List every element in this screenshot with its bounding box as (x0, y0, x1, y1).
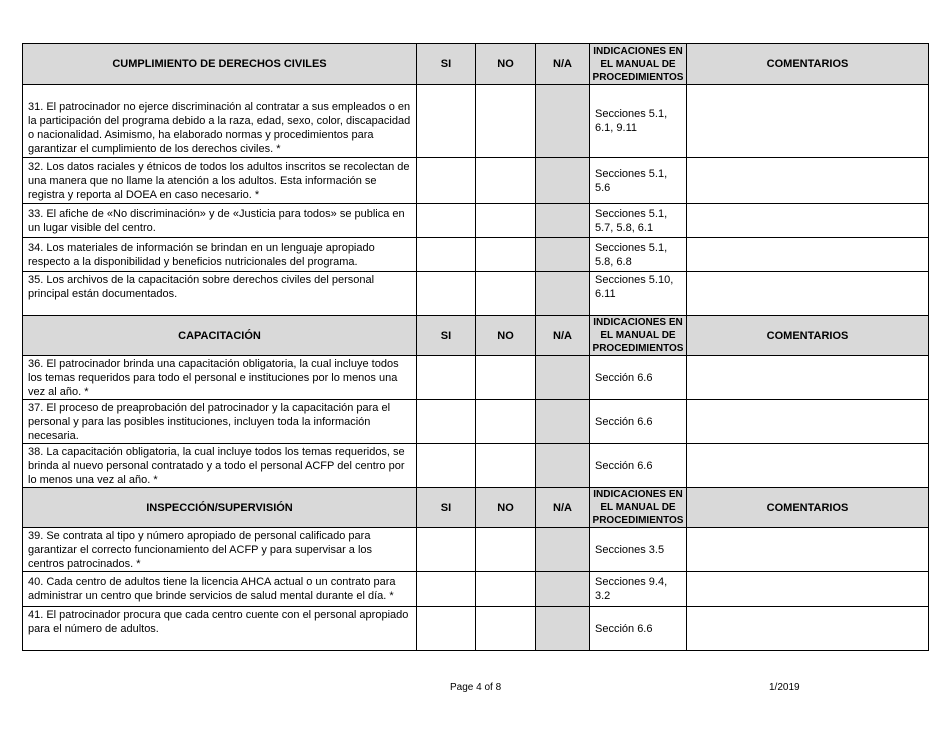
table-row (23, 158, 929, 204)
si-cell[interactable] (417, 607, 476, 651)
indicaciones-column-header: INDICACIONES EN EL MANUAL DE PROCEDIMIENTOS (590, 316, 687, 356)
na-cell[interactable] (536, 85, 590, 158)
table-row (23, 400, 929, 444)
si-cell[interactable] (417, 572, 476, 607)
requirement-text: 41. El patrocinador procura que cada centro cuente con el personal apropiado para el número de adultos. (23, 607, 417, 651)
comment-cell[interactable] (687, 356, 929, 400)
table-row (23, 85, 929, 158)
no-cell[interactable] (476, 204, 536, 238)
page-number: Page 4 of 8 (450, 682, 502, 693)
no-cell[interactable] (476, 528, 536, 572)
comment-cell[interactable] (687, 444, 929, 488)
no-column-header: NO (476, 316, 536, 356)
comment-cell[interactable] (687, 158, 929, 204)
requirement-text: 35. Los archivos de la capacitación sobre derechos civiles del personal principal están documentados. (23, 272, 417, 316)
indicaciones-column-header: INDICACIONES EN EL MANUAL DE PROCEDIMIENTOS (590, 44, 687, 85)
manual-reference: Secciones 5.1, 5.7, 5.8, 6.1 (590, 204, 687, 238)
table-row (23, 238, 929, 272)
na-cell[interactable] (536, 444, 590, 488)
comentarios-column-header: COMENTARIOS (687, 488, 929, 528)
table-row (23, 444, 929, 488)
requirement-text: 39. Se contrata al tipo y número apropiado de personal calificado para garantizar el correcto funcionamiento del ACFP y para supervisar a los centros patrocinados. * (23, 528, 417, 572)
si-cell[interactable] (417, 238, 476, 272)
requirement-text: 40. Cada centro de adultos tiene la licencia AHCA actual o un contrato para administrar un centro que brinde servicios de salud mental durante el día. * (23, 572, 417, 607)
na-cell[interactable] (536, 528, 590, 572)
comment-cell[interactable] (687, 528, 929, 572)
si-cell[interactable] (417, 444, 476, 488)
comment-cell[interactable] (687, 607, 929, 651)
table-row (23, 272, 929, 316)
table-row (23, 204, 929, 238)
si-cell[interactable] (417, 204, 476, 238)
comment-cell[interactable] (687, 238, 929, 272)
requirement-text: 38. La capacitación obligatoria, la cual incluye todos los temas requeridos, se brinda al nuevo personal contratado y a todo el personal ACFP del centro por lo menos una vez al año. * (23, 444, 417, 488)
no-cell[interactable] (476, 272, 536, 316)
requirement-text: 33. El afiche de «No discriminación» y de «Justicia para todos» se publica en un lugar visible del centro. (23, 204, 417, 238)
manual-reference: Sección 6.6 (590, 444, 687, 488)
revision-date: 1/2019 (769, 682, 800, 693)
requirement-text: 36. El patrocinador brinda una capacitación obligatoria, la cual incluye todos los temas requeridos para todo el personal e instituciones por lo menos una vez al año. * (23, 356, 417, 400)
no-cell[interactable] (476, 85, 536, 158)
si-column-header: SI (417, 488, 476, 528)
na-column-header: N/A (536, 316, 590, 356)
table-row (23, 572, 929, 607)
no-column-header: NO (476, 44, 536, 85)
si-cell[interactable] (417, 528, 476, 572)
na-cell[interactable] (536, 238, 590, 272)
indicaciones-column-header: INDICACIONES EN EL MANUAL DE PROCEDIMIENTOS (590, 488, 687, 528)
na-cell[interactable] (536, 607, 590, 651)
no-cell[interactable] (476, 444, 536, 488)
na-cell[interactable] (536, 400, 590, 444)
si-cell[interactable] (417, 85, 476, 158)
si-cell[interactable] (417, 356, 476, 400)
si-cell[interactable] (417, 400, 476, 444)
requirement-text: 31. El patrocinador no ejerce discriminación al contratar a sus empleados o en la participación del programa debido a la raza, edad, sexo, color, discapacidad o nacionalidad. Asimismo, ha elaborado normas y procedimientos para garantizar el cumplimiento de los derechos civiles. * (23, 85, 417, 158)
manual-reference: Secciones 9.4, 3.2 (590, 572, 687, 607)
no-cell[interactable] (476, 400, 536, 444)
section-title: INSPECCIÓN/SUPERVISIÓN (23, 488, 417, 528)
comment-cell[interactable] (687, 85, 929, 158)
comment-cell[interactable] (687, 400, 929, 444)
section-header-row (23, 316, 929, 356)
no-cell[interactable] (476, 572, 536, 607)
manual-reference: Secciones 5.1, 6.1, 9.11 (590, 85, 687, 158)
no-cell[interactable] (476, 607, 536, 651)
comentarios-column-header: COMENTARIOS (687, 316, 929, 356)
manual-reference: Secciones 3.5 (590, 528, 687, 572)
section-header-row (23, 44, 929, 85)
si-cell[interactable] (417, 158, 476, 204)
compliance-table (22, 43, 929, 651)
requirement-text: 32. Los datos raciales y étnicos de todos los adultos inscritos se recolectan de una manera que no llame la atención a los adultos. Esta información se registra y reporta al DOEA en caso necesario. * (23, 158, 417, 204)
comment-cell[interactable] (687, 272, 929, 316)
manual-reference: Sección 6.6 (590, 400, 687, 444)
comentarios-column-header: COMENTARIOS (687, 44, 929, 85)
manual-reference: Sección 6.6 (590, 356, 687, 400)
manual-reference: Secciones 5.10, 6.11 (590, 272, 687, 316)
no-cell[interactable] (476, 238, 536, 272)
na-column-header: N/A (536, 44, 590, 85)
table-row (23, 528, 929, 572)
comment-cell[interactable] (687, 204, 929, 238)
requirement-text: 37. El proceso de preaprobación del patrocinador y la capacitación para el personal y para las posibles instituciones, incluyen toda la información necesaria. (23, 400, 417, 444)
si-cell[interactable] (417, 272, 476, 316)
requirement-text: 34. Los materiales de información se brindan en un lenguaje apropiado respecto a la disponibilidad y beneficios nutricionales del programa. (23, 238, 417, 272)
section-header-row (23, 488, 929, 528)
manual-reference: Secciones 5.1, 5.8, 6.8 (590, 238, 687, 272)
comment-cell[interactable] (687, 572, 929, 607)
na-cell[interactable] (536, 204, 590, 238)
table-row (23, 356, 929, 400)
no-column-header: NO (476, 488, 536, 528)
si-column-header: SI (417, 44, 476, 85)
no-cell[interactable] (476, 356, 536, 400)
section-title: CUMPLIMIENTO DE DERECHOS CIVILES (23, 44, 417, 85)
na-cell[interactable] (536, 158, 590, 204)
manual-reference: Secciones 5.1, 5.6 (590, 158, 687, 204)
manual-reference: Sección 6.6 (590, 607, 687, 651)
na-cell[interactable] (536, 572, 590, 607)
no-cell[interactable] (476, 158, 536, 204)
na-cell[interactable] (536, 272, 590, 316)
si-column-header: SI (417, 316, 476, 356)
na-cell[interactable] (536, 356, 590, 400)
section-title: CAPACITACIÓN (23, 316, 417, 356)
na-column-header: N/A (536, 488, 590, 528)
table-row (23, 607, 929, 651)
